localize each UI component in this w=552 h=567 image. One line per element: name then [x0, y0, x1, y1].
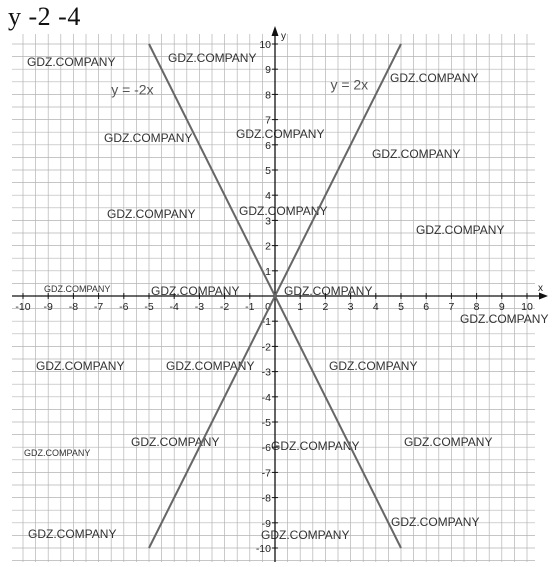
watermark-text: GDZ.COMPANY: [391, 515, 480, 529]
x-tick-label: 1: [297, 301, 304, 313]
watermark-text: GDZ.COMPANY: [404, 435, 493, 449]
y-tick-label: 1: [265, 265, 271, 278]
y-tick-label: 7: [265, 114, 271, 127]
watermark-text: GDZ.COMPANY: [239, 204, 328, 218]
watermark-text: GDZ.COMPANY: [151, 284, 240, 298]
y-tick-label: 6: [265, 139, 271, 152]
x-tick-label: 3: [347, 301, 354, 313]
watermark-text: GDZ.COMPANY: [261, 528, 350, 542]
y-axis-arrow: [272, 26, 279, 36]
y-tick-label: -7: [261, 467, 271, 480]
series-label-2: y = -2x: [111, 81, 154, 98]
y-tick-label: 10: [259, 39, 271, 51]
x-tick-label: -9: [43, 301, 53, 313]
watermark-text: GDZ.COMPANY: [27, 55, 116, 69]
y-tick-label: 9: [265, 64, 271, 77]
x-tick-label: -3: [194, 301, 205, 313]
watermark-text: GDZ.COMPANY: [104, 131, 193, 145]
watermark-text: GDZ.COMPANY: [168, 51, 257, 65]
x-tick-label: 2: [322, 301, 329, 313]
y-tick-label: -6: [261, 442, 271, 455]
watermark-text: GDZ.COMPANY: [24, 448, 91, 458]
watermark-text: GDZ.COMPANY: [44, 284, 111, 294]
watermark-text: GDZ.COMPANY: [284, 284, 373, 298]
x-tick-label: -6: [119, 301, 129, 313]
y-tick-label: -9: [261, 517, 271, 530]
watermark-text: GDZ.COMPANY: [460, 312, 549, 326]
y-tick-label: 8: [265, 89, 271, 102]
y-tick-label: -1: [261, 316, 271, 329]
x-tick-label: -4: [169, 301, 179, 313]
x-tick-label: -1: [245, 301, 255, 313]
watermark-text: GDZ.COMPANY: [166, 359, 255, 373]
x-tick-label: -7: [93, 301, 104, 313]
y-axis-label: y: [281, 31, 286, 42]
y-tick-label: -10: [255, 543, 271, 555]
watermark-text: GDZ.COMPANY: [107, 207, 196, 221]
watermark-text: GDZ.COMPANY: [36, 359, 125, 373]
y-tick-label: 5: [265, 165, 271, 177]
watermark-text: GDZ.COMPANY: [271, 439, 360, 453]
x-tick-label: -5: [144, 301, 154, 313]
x-tick-label: 10: [521, 301, 533, 313]
x-tick-label: 5: [398, 301, 404, 313]
watermark-text: GDZ.COMPANY: [390, 71, 479, 85]
y-tick-label: -8: [261, 492, 271, 505]
x-tick-label: 8: [473, 301, 480, 313]
watermark-text: GDZ.COMPANY: [329, 359, 418, 373]
x-tick-label: 4: [372, 301, 379, 313]
x-tick-label: -2: [219, 301, 230, 313]
y-tick-label: -3: [261, 366, 271, 379]
axes: [12, 26, 548, 562]
watermark-text: GDZ.COMPANY: [236, 127, 325, 141]
series-label-1: y = 2x: [330, 76, 369, 93]
watermark-text: GDZ.COMPANY: [28, 527, 117, 541]
x-tick-label: 7: [448, 301, 455, 313]
x-tick-label: 9: [498, 301, 505, 313]
header-text: y -2 -4: [8, 2, 81, 31]
y-tick-label: 2: [265, 240, 271, 253]
watermark-text: GDZ.COMPANY: [416, 223, 505, 237]
y-tick-label: -4: [261, 391, 271, 404]
origin-label: 0: [265, 301, 271, 313]
y-tick-label: -5: [261, 417, 271, 429]
x-tick-label: -10: [15, 301, 31, 313]
watermark-text: GDZ.COMPANY: [372, 147, 461, 161]
y-tick-label: -2: [261, 341, 271, 354]
x-axis-label: x: [538, 283, 543, 294]
x-tick-label: -8: [68, 301, 79, 313]
y-tick-label: 3: [265, 215, 271, 228]
watermark-text: GDZ.COMPANY: [131, 435, 220, 449]
y-tick-label: 4: [265, 190, 271, 203]
x-tick-label: 6: [423, 301, 430, 313]
